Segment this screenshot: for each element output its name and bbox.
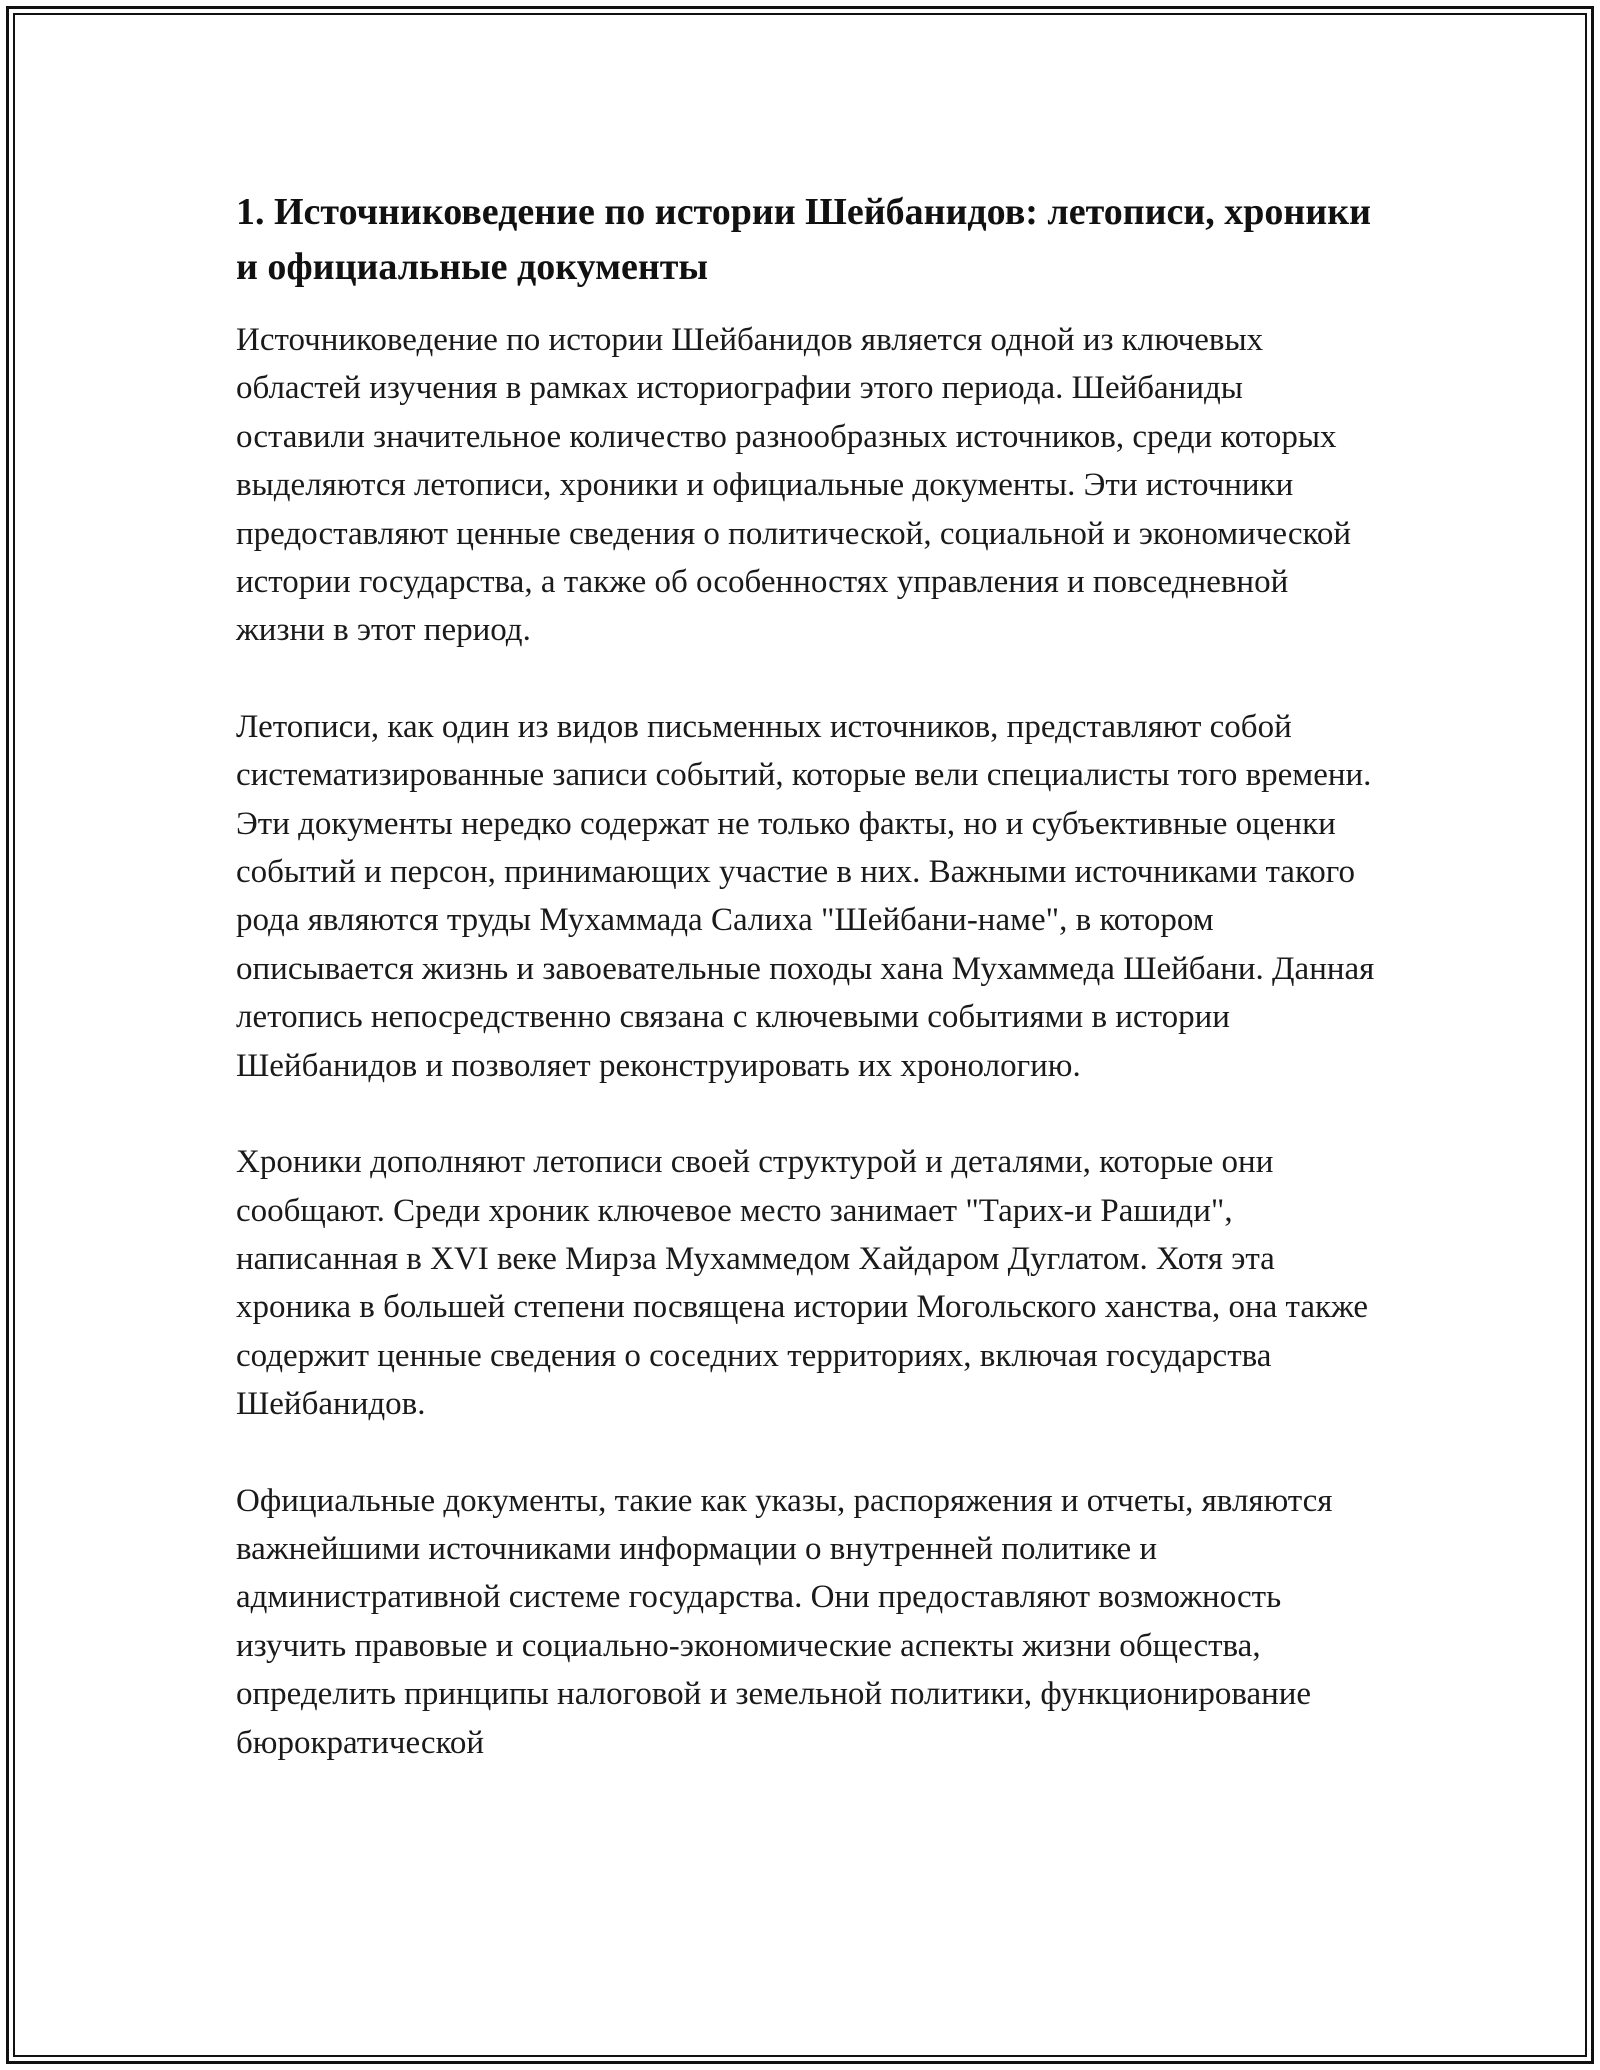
paragraph-chronicles-khroniki: Хроники дополняют летописи своей структурой и деталями, которые они сообщают. Среди хроник ключевое место занимает "Тарих-и Рашиди", написанная в XVI веке Мирза Мухаммедом Хайдаром Дуглатом. Хотя эта хроника в большей степени посвящена истории Могольского ханства, она также содержит ценные сведения о соседних территориях, включая государства Шейбанидов. [236,1144,1369,1423]
paragraph-official-documents: Официальные документы, такие как указы, распоряжения и отчеты, являются важнейшими источниками информации о внутренней политике и административной системе государства. Они предоставляют возможность изучить правовые и социально-экономические аспекты жизни общества, определить принципы налоговой и земельной политики, функционирование бюрократической [236,1482,1333,1761]
document-body [236,185,1376,1767]
section-heading: 1. Источниковедение по истории Шейбанидов: летописи, хроники и официальные документы [236,191,1371,288]
paragraph-intro: Источниковедение по истории Шейбанидов является одной из ключевых областей изучения в рамках историографии этого периода. Шейбаниды оставили значительное количество разнообразных источников, среди которых выделяются летописи, хроники и официальные документы. Эти источники предоставляют ценные сведения о политической, социальной и экономической истории государства, а также об особенностях управления и повседневной жизни в этот период. [236,322,1352,649]
paragraph-chronicles-letopisi: Летописи, как один из видов письменных источников, представляют собой систематизированные записи событий, которые вели специалисты того времени. Эти документы нередко содержат не только факты, но и субъективные оценки событий и персон, принимающих участие в них. Важными источниками такого рода являются труды Мухаммада Салиха "Шейбани-наме", в котором описывается жизнь и завоевательные походы хана Мухаммеда Шейбани. Данная летопись непосредственно связана с ключевыми событиями в истории Шейбанидов и позволяет реконструировать их хронологию. [236,708,1375,1084]
